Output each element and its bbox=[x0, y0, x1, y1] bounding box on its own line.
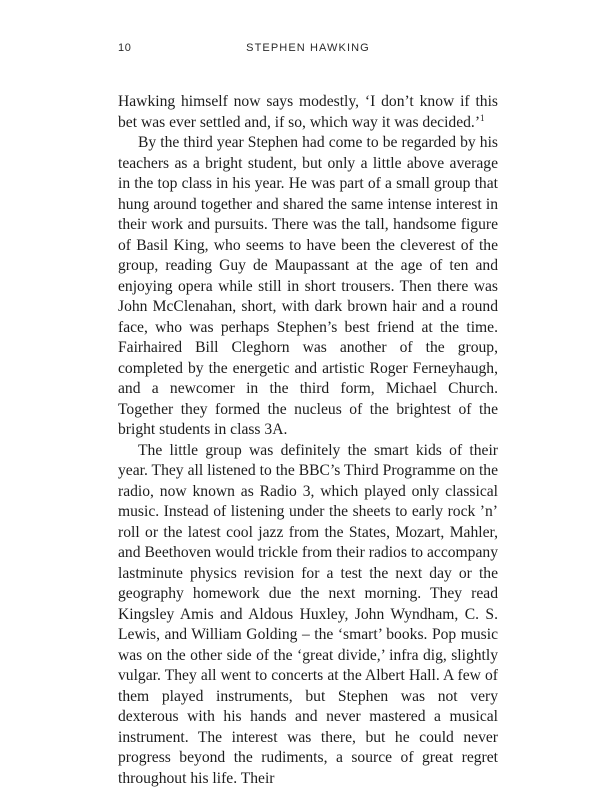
body-text bbox=[118, 92, 498, 789]
paragraph-2: By the third year Stephen had come to be regarded by his teachers as a bright student, but only a little above average in the top class in his year. He was part of a small group that hung around together and shared the same intense interest in their work and pursuits. There was the tall, handsome figure of Basil King, who seems to have been the cleverest of the group, reading Guy de Maupassant at the age of ten and enjoying opera while still in short trousers. Then there was John McClenahan, short, with dark brown hair and a round face, who was perhaps Stephen’s best friend at the time. Fairhaired Bill Cleghorn was another of the group, completed by the energetic and artistic Roger Ferneyhaugh, and a newcomer in the third form, Michael Church. Together they formed the nucleus of the brightest of the bright students in class 3A. bbox=[118, 133, 498, 441]
running-head: STEPHEN HAWKING bbox=[118, 42, 498, 54]
footnote-marker: 1 bbox=[480, 112, 485, 122]
book-page bbox=[118, 42, 498, 789]
paragraph-1 bbox=[118, 92, 498, 133]
page-header bbox=[118, 42, 498, 62]
paragraph-1-text: Hawking himself now says modestly, ‘I don’t know if this bet was ever settled and, if so, which way it was decided.’ bbox=[118, 93, 498, 131]
paragraph-3: The little group was definitely the smart kids of their year. They all listened to the BBC’s Third Programme on the radio, now known as Radio 3, which played only classical music. Instead of listening under the sheets to early rock ’n’ roll or the latest cool jazz from the States, Mozart, Mahler, and Beethoven would trickle from their radios to accompany lastminute physics revision for a test the next day or the geography homework due the next morning. They read Kingsley Amis and Aldous Huxley, John Wyndham, C. S. Lewis, and William Golding – the ‘smart’ books. Pop music was on the other side of the ‘great divide,’ infra dig, slightly vulgar. They all went to concerts at the Albert Hall. A few of them played instruments, but Stephen was not very dexterous with his hands and never mastered a musical instrument. The interest was there, but he could never progress beyond the rudiments, a source of great regret throughout his life. Their bbox=[118, 441, 498, 789]
page-number: 10 bbox=[118, 42, 131, 54]
